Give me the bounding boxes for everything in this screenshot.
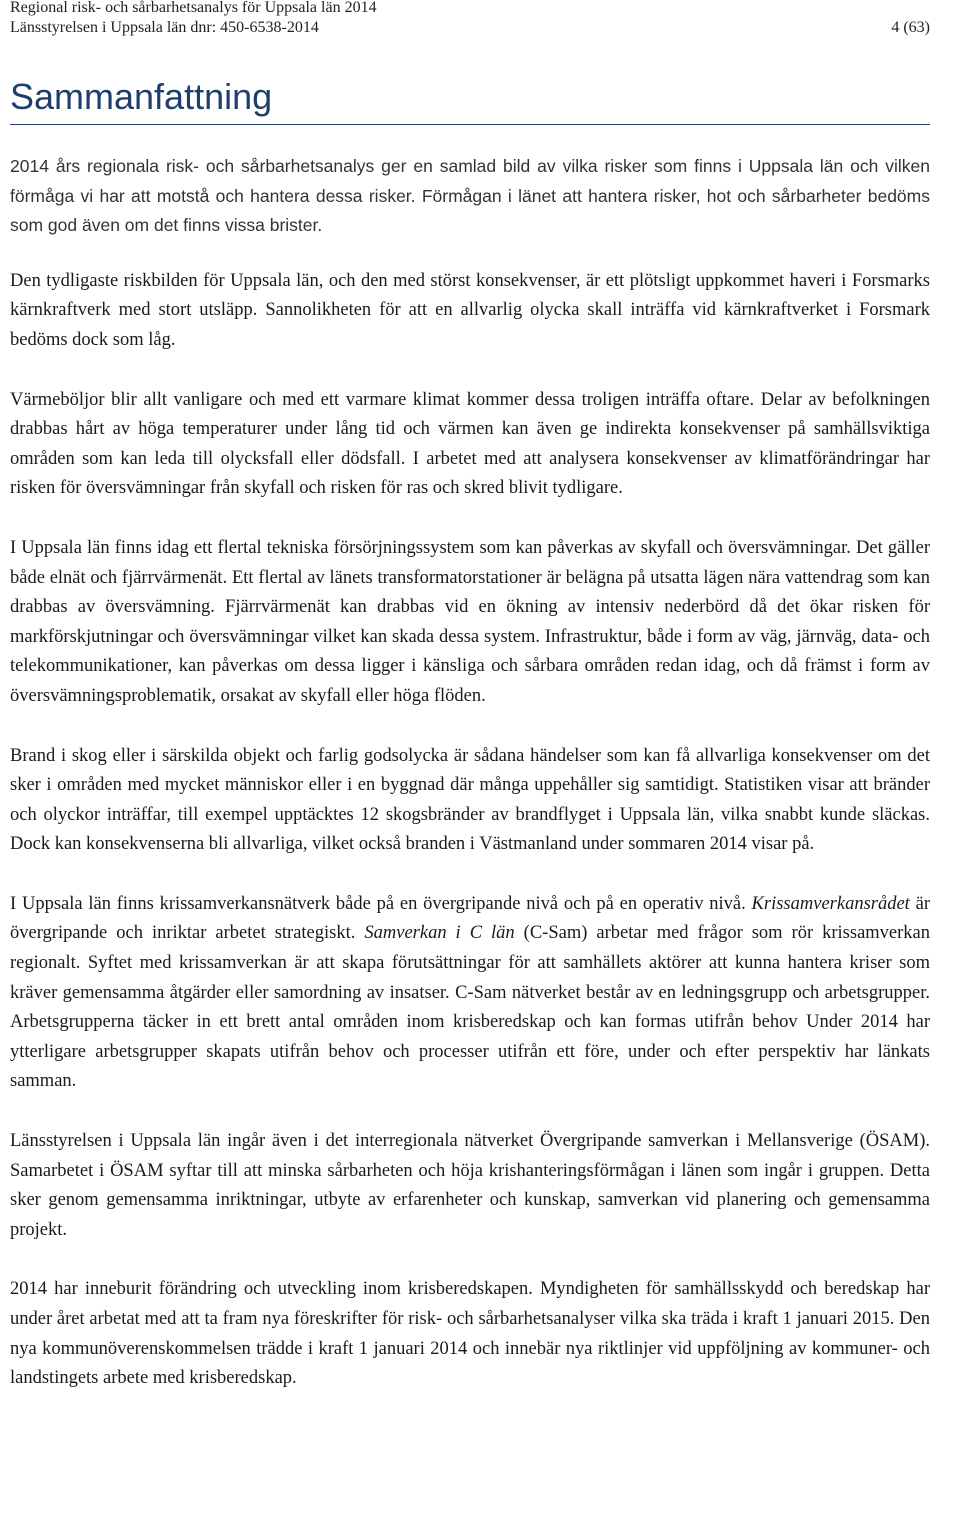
paragraph-crisis-cooperation xyxy=(10,890,930,1097)
header-page-number: 4 (63) xyxy=(891,19,930,36)
krissamverkansradet-term: Krissamverkansrådet xyxy=(751,893,910,914)
paragraph-infrastructure: I Uppsala län finns idag ett flertal tekniska försörjningssystem som kan påverkas av skyfall och översvämningar. Det gäller både elnät och fjärrvärmenät. Ett flertal av länets transformatorstationer är belägna på utsatta lägen nära vattendrag som kan drabbas av översvämning. Fjärrvärmenät kan drabbas vid en ökning av intensiv nederbörd då det ökar risken för markförskjutningar och översvämningar vilket kan skada dessa system. Infrastruktur, både i form av väg, järnväg, data- och telekommunikationer, kan påverkas om dessa ligger i känsliga och sårbara områden redan idag, och då främst i form av översvämningsproblematik, orsakat av skyfall eller höga flöden. xyxy=(10,537,930,706)
header-reference: Länsstyrelsen i Uppsala län dnr: 450-6538-2014 xyxy=(10,19,319,36)
samverkan-c-lan-term: Samverkan i C län xyxy=(364,923,515,944)
header-document-title: Regional risk- och sårbarhetsanalys för Uppsala län 2014 xyxy=(10,0,377,16)
paragraph-fires: Brand i skog eller i särskilda objekt och farlig godsolycka är sådana händelser som kan få allvarliga konsekvenser om det sker i områden med mycket människor eller i en byggnad där många uppehåller sig samtidigt. Statistiken visar att bränder och olyckor inträffar, till exempel upptäcktes 12 skogsbränder av brandflyget i Uppsala län, vilka snabbt kunde släckas. Dock kan konsekvenserna bli allvarliga, vilket också branden i Västmanland under sommaren 2014 visar på. xyxy=(10,745,930,855)
body-text xyxy=(10,152,930,1424)
paragraph-heatwaves: Värmeböljor blir allt vanligare och med ett varmare klimat kommer dessa troligen inträffa oftare. Delar av befolkningen drabbas hårt av höga temperaturer under lång tid och värmen kan även ge indirekta konsekvenser på samhällsviktiga områden som kan leda till olycksfall eller dödsfall. I arbetet med att analysera konsekvenser av klimatförändringar har risken för översvämningar från skyfall och risken för ras och skred blivit tydligare. xyxy=(10,389,930,499)
paragraph-intro: 2014 års regionala risk- och sårbarhetsanalys ger en samlad bild av vilka risker som finns i Uppsala län och vilken förmåga vi har att motstå och hantera dessa risker. Förmågan i länet att hantera risker, hot och sårbarheter bedöms som god även om det finns vissa brister. xyxy=(10,156,930,236)
section-title: Sammanfattning xyxy=(10,76,930,125)
document-page xyxy=(10,0,931,1389)
p6-text-3: (C-Sam) arbetar med frågor som rör krissamverkan regionalt. Syftet med krissamverkan är att skapa förutsättningar för att samhällets aktörer att kunna hantera kriser som kräver gemensamma åtgärder eller samordning av insatser. C-Sam nätverket består av en ledningsgrupp och arbetsgrupper. Arbetsgrupperna täcker in ett brett antal områden inom krisberedskap och kan formas utifrån behov Under 2014 har ytterligare arbetsgrupper skapats utifrån behov och processer utifrån ett före, under och efter perspektiv har länkats samman. xyxy=(10,923,931,1092)
paragraph-forsmark: Den tydligaste riskbilden för Uppsala län, och den med störst konsekvenser, är ett plötsligt uppkommet haveri i Forsmarks kärnkraftverk med stort utsläpp. Sannolikheten för att en allvarlig olycka skall inträffa vid kärnkraftverket i Forsmark bedöms dock som låg. xyxy=(10,270,930,350)
p6-text-2: är övergripande och inriktar arbetet strategiskt. xyxy=(10,893,930,944)
paragraph-developments-2014: 2014 har inneburit förändring och utveckling inom krisberedskapen. Myndigheten för samhällsskydd och beredskap har under året arbetat med att ta fram nya föreskrifter för risk- och sårbarhetsanalyser vilka ska träda i kraft 1 januari 2015. Den nya kommunöverenskommelsen trädde i kraft 1 januari 2014 och innebär nya riktlinjer vid uppföljning av kommuner- och landstingets arbete med krisberedskap. xyxy=(10,1279,930,1389)
page-header xyxy=(10,0,930,46)
paragraph-osam: Länsstyrelsen i Uppsala län ingår även i det interregionala nätverket Övergripande samverkan i Mellansverige (ÖSAM). Samarbetet i ÖSAM syftar till att minska sårbarheten och höja krishanteringsförmågan i länen som ingår i gruppen. Detta sker genom gemensamma inriktningar, utbyte av erfarenheter och kunskap, samverkan vid planering och gemensamma projekt. xyxy=(10,1131,930,1240)
p6-text-1: I Uppsala län finns krissamverkansnätverk både på en övergripande nivå och på en operativ nivå. xyxy=(10,893,752,914)
